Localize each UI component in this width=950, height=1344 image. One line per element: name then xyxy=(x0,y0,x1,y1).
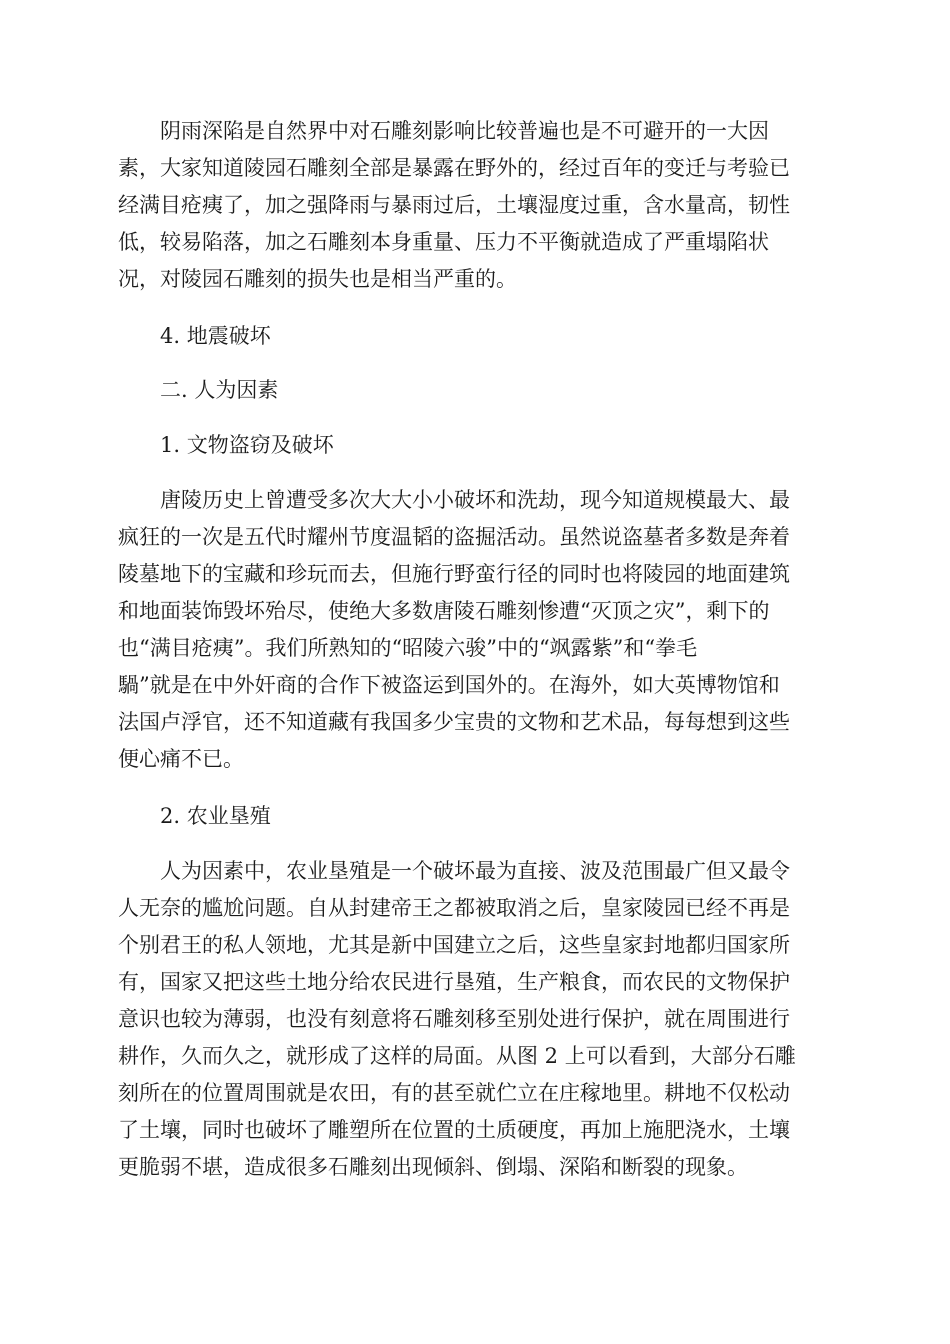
paragraph-line: 况，对陵园石雕刻的损失也是相当严重的。 xyxy=(118,267,517,291)
paragraph-line: 也“满目疮痍”。我们所熟知的“昭陵六骏”中的“飒露紫”和“拳毛 xyxy=(118,636,698,660)
paragraph-line: 更脆弱不堪，造成很多石雕刻出现倾斜、倒塌、深陷和断裂的现象。 xyxy=(118,1155,748,1179)
paragraph-line: 低，较易陷落，加之石雕刻本身重量、压力不平衡就造成了严重塌陷状 xyxy=(118,230,769,254)
paragraph-line: 经满目疮痍了，加之强降雨与暴雨过后，土壤湿度过重，含水量高，韧性 xyxy=(118,193,790,217)
paragraph-line: 法国卢浮官，还不知道藏有我国多少宝贵的文物和艺术品，每每想到这些 xyxy=(118,710,790,734)
paragraph-line: 刻所在的位置周围就是农田，有的甚至就伫立在庄稼地里。耕地不仅松动 xyxy=(118,1081,790,1105)
section-heading: 4. 地震破坏 xyxy=(160,324,271,348)
paragraph-line: 疯狂的一次是五代时耀州节度温韬的盗掘活动。虽然说盗墓者多数是奔着 xyxy=(118,525,790,549)
paragraph-line: 意识也较为薄弱，也没有刻意将石雕刻移至别处进行保护，就在周围进行 xyxy=(118,1007,790,1031)
paragraph-line: 了土壤，同时也破坏了雕塑所在位置的土质硬度，再加上施肥浇水，土壤 xyxy=(118,1118,790,1142)
paragraph-line: 陵墓地下的宝藏和珍玩而去，但施行野蛮行径的同时也将陵园的地面建筑 xyxy=(118,562,790,586)
paragraph-line: 耕作，久而久之，就形成了这样的局面。从图 2 上可以看到，大部分石雕 xyxy=(118,1044,796,1068)
section-heading: 2. 农业垦殖 xyxy=(160,804,271,828)
paragraph-line: 有，国家又把这些土地分给农民进行垦殖，生产粮食，而农民的文物保护 xyxy=(118,970,790,994)
paragraph-line: 人无奈的尴尬问题。自从封建帝王之都被取消之后，皇家陵园已经不再是 xyxy=(118,896,790,920)
paragraph-line: 唐陵历史上曾遭受多次大大小小破坏和洗劫，现今知道规模最大、最 xyxy=(160,488,790,512)
section-heading: 1. 文物盗窃及破坏 xyxy=(160,433,334,457)
paragraph-line: 和地面装饰毁坏殆尽，使绝大多数唐陵石雕刻惨遭“灭顶之灾”，剩下的 xyxy=(118,599,770,623)
paragraph-line: 个别君王的私人领地，尤其是新中国建立之后，这些皇家封地都归国家所 xyxy=(118,933,790,957)
paragraph-line: 便心痛不已。 xyxy=(118,747,244,771)
section-heading: 二. 人为因素 xyxy=(160,378,279,402)
paragraph-line: 人为因素中，农业垦殖是一个破坏最为直接、波及范围最广但又最令 xyxy=(160,859,790,883)
paragraph-line: 素，大家知道陵园石雕刻全部是暴露在野外的，经过百年的变迁与考验已 xyxy=(118,156,790,180)
paragraph-line: 騧”就是在中外奸商的合作下被盗运到国外的。在海外，如大英博物馆和 xyxy=(118,673,780,697)
paragraph-line: 阴雨深陷是自然界中对石雕刻影响比较普遍也是不可避开的一大因 xyxy=(160,119,769,143)
